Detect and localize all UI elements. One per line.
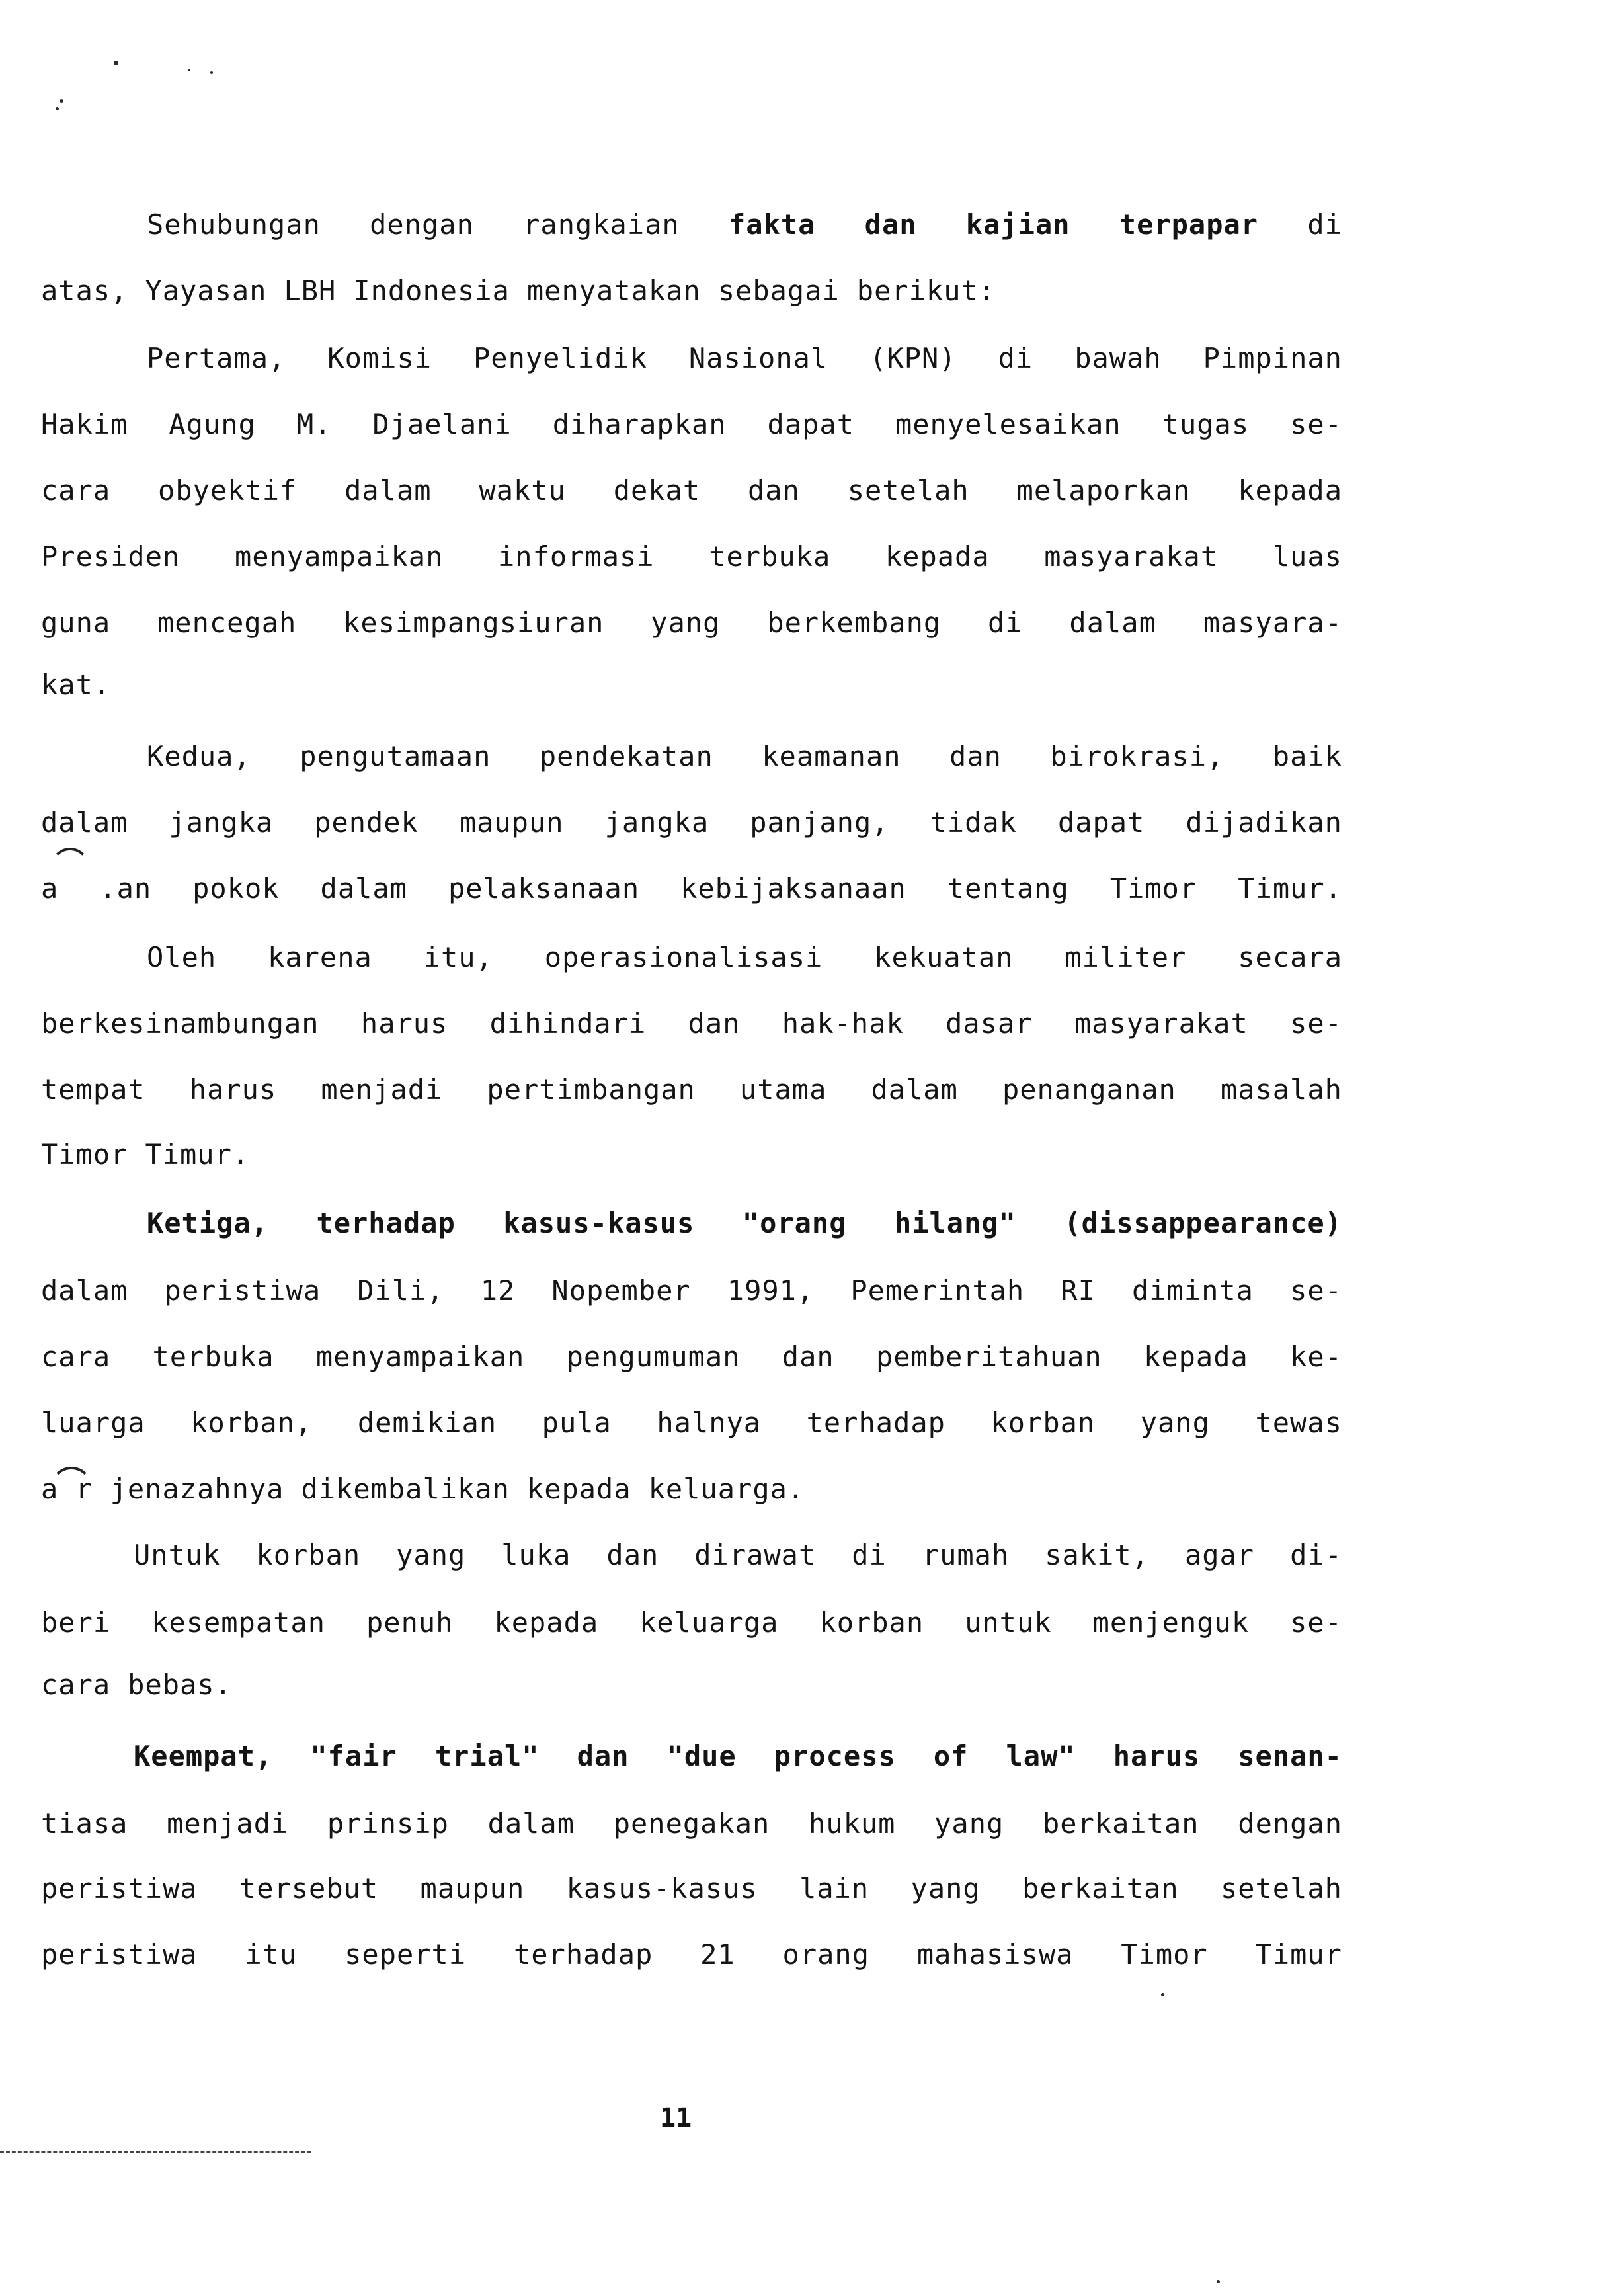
text-word: maupun xyxy=(459,806,564,839)
text-word: kasus-kasus xyxy=(503,1207,695,1239)
text-word: atas, xyxy=(41,274,128,307)
text-word: agar xyxy=(1184,1539,1255,1571)
scan-speck xyxy=(60,99,63,103)
text-word: untuk xyxy=(965,1606,1052,1639)
text-word: bawah xyxy=(1074,342,1162,374)
text-word: terhadap xyxy=(316,1207,456,1239)
text-word: Yayasan xyxy=(145,274,267,307)
text-word: kesempatan xyxy=(151,1606,326,1639)
text-word: birokrasi, xyxy=(1050,740,1225,772)
text-word: Pemerintah xyxy=(850,1274,1025,1307)
text-word: korban xyxy=(256,1539,361,1571)
text-word: cara xyxy=(41,1668,111,1701)
text-word: dirawat xyxy=(694,1539,817,1571)
text-line xyxy=(41,1135,1342,1174)
text-word: Agung xyxy=(169,408,256,440)
text-word: yang xyxy=(396,1539,466,1571)
text-word: rangkaian xyxy=(523,208,680,241)
text-word: kepada xyxy=(1238,474,1342,507)
text-line xyxy=(41,1804,1342,1844)
scan-speck xyxy=(56,107,59,110)
text-word: mencegah xyxy=(157,606,297,639)
text-word: obyektif xyxy=(158,474,298,507)
text-word: dapat xyxy=(1057,806,1145,839)
text-word: diharapkan xyxy=(552,408,727,440)
text-word: dengan xyxy=(1238,1807,1342,1840)
text-word: militer xyxy=(1065,941,1187,973)
text-word: RI xyxy=(1061,1274,1096,1307)
text-word: jangka xyxy=(604,806,709,839)
text-word: utama xyxy=(739,1073,827,1106)
text-word: yang xyxy=(651,606,721,639)
text-word: kepada xyxy=(885,540,990,573)
text-word: peristiwa xyxy=(41,1872,198,1905)
text-word: di xyxy=(1307,208,1342,241)
text-line xyxy=(147,938,1342,977)
text-word: Untuk xyxy=(134,1539,221,1571)
text-word: fakta xyxy=(728,208,816,241)
text-word: kepada xyxy=(1144,1340,1248,1373)
text-word: (dissappearance) xyxy=(1064,1207,1342,1239)
text-word: tidak xyxy=(930,806,1017,839)
text-word: 12 xyxy=(480,1274,516,1307)
text-line xyxy=(147,205,1342,245)
text-line xyxy=(41,1403,1342,1443)
text-line xyxy=(41,405,1342,444)
text-word: informasi xyxy=(498,540,655,573)
text-word: waktu xyxy=(479,474,566,507)
text-word: di xyxy=(852,1539,887,1571)
text-word: tentang xyxy=(947,872,1069,905)
text-word: M. xyxy=(296,408,332,440)
scan-speck xyxy=(1161,1993,1164,1996)
text-word: a xyxy=(41,872,59,905)
text-line xyxy=(41,471,1342,511)
text-word: seperti xyxy=(344,1938,467,1971)
text-word: bebas. xyxy=(128,1668,232,1701)
text-word: 21 xyxy=(700,1938,735,1971)
text-line xyxy=(41,1271,1342,1311)
text-word: kesimpangsiuran xyxy=(343,606,604,639)
text-word: orang xyxy=(782,1938,869,1971)
text-word: terhadap xyxy=(806,1407,945,1439)
text-word: dapat xyxy=(767,408,854,440)
text-word: melaporkan xyxy=(1016,474,1191,507)
text-word: Timor xyxy=(41,1138,128,1170)
text-word: dalam xyxy=(344,474,432,507)
text-line xyxy=(41,1004,1342,1044)
text-line xyxy=(41,1337,1342,1377)
text-word: r xyxy=(75,1473,93,1505)
text-word: terbuka xyxy=(709,540,831,573)
text-word: Kedua, xyxy=(147,740,251,772)
text-word: dan xyxy=(949,740,1002,772)
text-word: pengumuman xyxy=(566,1340,741,1373)
text-word: dan xyxy=(747,474,800,507)
text-word: harus xyxy=(189,1073,277,1106)
text-word: keluarga xyxy=(639,1606,779,1639)
text-word: kebijaksanaan xyxy=(680,872,906,905)
text-word: menjadi xyxy=(321,1073,443,1106)
text-word: yang xyxy=(934,1807,1004,1840)
text-line xyxy=(41,1070,1342,1110)
text-word: kepada xyxy=(494,1606,599,1639)
text-word: of xyxy=(933,1740,969,1772)
text-word: keluarga. xyxy=(648,1473,805,1505)
text-word: kepada xyxy=(526,1473,631,1505)
text-line xyxy=(41,1935,1342,1975)
text-word: dikembalikan xyxy=(301,1473,510,1505)
scan-speck xyxy=(114,61,118,65)
text-word: Indonesia xyxy=(353,274,510,307)
text-word: luka xyxy=(501,1539,571,1571)
text-word: luas xyxy=(1272,540,1342,573)
text-word: halnya xyxy=(657,1407,762,1439)
text-word: yang xyxy=(910,1872,981,1905)
text-word: "fair xyxy=(310,1740,397,1772)
text-word: Djaelani xyxy=(372,408,512,440)
text-word: prinsip xyxy=(327,1807,449,1840)
text-word: berkesinambungan xyxy=(41,1007,319,1040)
text-word: tiasa xyxy=(41,1807,128,1840)
text-word: a xyxy=(41,1473,59,1505)
scan-speck xyxy=(210,71,213,74)
text-word: ke- xyxy=(1290,1340,1342,1373)
text-word: dalam xyxy=(871,1073,958,1106)
text-word: Nopember xyxy=(551,1274,691,1307)
text-word: trial" xyxy=(434,1740,540,1772)
text-line xyxy=(41,603,1342,643)
text-word: Pertama, xyxy=(147,342,286,374)
text-word: menjadi xyxy=(167,1807,289,1840)
text-word: Timor xyxy=(1109,872,1197,905)
scan-speck xyxy=(1217,2280,1220,2283)
text-word: pemberitahuan xyxy=(875,1340,1102,1373)
text-word: dan xyxy=(606,1539,659,1571)
text-word: rumah xyxy=(922,1539,1010,1571)
text-word: masyarakat xyxy=(1044,540,1219,573)
text-word: dan xyxy=(864,208,917,241)
text-word: law" xyxy=(1006,1740,1076,1772)
text-word: Timur xyxy=(1255,1938,1342,1971)
text-word: terhadap xyxy=(513,1938,653,1971)
text-word: LBH xyxy=(284,274,337,307)
text-word: tempat xyxy=(41,1073,145,1106)
text-word: se- xyxy=(1290,408,1342,440)
text-line xyxy=(41,665,1342,705)
text-word: dalam xyxy=(41,1274,128,1307)
text-word: terpapar xyxy=(1119,208,1259,241)
text-word: cara xyxy=(41,474,111,507)
text-word: "due xyxy=(666,1740,737,1772)
text-word: berkaitan xyxy=(1022,1872,1179,1905)
text-word: se- xyxy=(1290,1606,1342,1639)
text-word: di xyxy=(988,606,1023,639)
text-word: "orang xyxy=(742,1207,847,1239)
text-word: kasus-kasus xyxy=(566,1872,758,1905)
text-word: Timur. xyxy=(145,1138,250,1170)
text-word: diminta xyxy=(1131,1274,1254,1307)
text-word: operasionalisasi xyxy=(544,941,823,973)
text-word: setelah xyxy=(1220,1872,1342,1905)
scan-speck xyxy=(188,69,190,71)
text-line xyxy=(41,1603,1342,1643)
text-word: se- xyxy=(1290,1007,1342,1040)
text-word: pengutamaan xyxy=(300,740,491,772)
text-word: Ketiga, xyxy=(147,1207,269,1239)
text-word: .an xyxy=(99,872,152,905)
text-word: penuh xyxy=(366,1606,454,1639)
text-word: keamanan xyxy=(762,740,901,772)
text-line xyxy=(41,1869,1342,1908)
text-word: tewas xyxy=(1255,1407,1342,1439)
text-word: dan xyxy=(577,1740,629,1772)
text-word: dijadikan xyxy=(1186,806,1342,839)
text-word: hak-hak xyxy=(782,1007,904,1040)
text-word: di- xyxy=(1290,1539,1342,1571)
text-line xyxy=(134,1536,1342,1575)
text-word: dan xyxy=(782,1340,834,1373)
text-word: Nasional xyxy=(688,342,828,374)
text-word: senan- xyxy=(1238,1740,1342,1772)
text-line xyxy=(41,537,1342,577)
text-word: kekuatan xyxy=(874,941,1014,973)
text-word: kajian xyxy=(965,208,1070,241)
text-word: Presiden xyxy=(41,540,181,573)
text-line xyxy=(147,1204,1342,1243)
text-word: jangka xyxy=(169,806,274,839)
text-word: itu xyxy=(245,1938,298,1971)
text-word: sebagai xyxy=(717,274,840,307)
text-word: Timor xyxy=(1121,1938,1208,1971)
text-word: tugas xyxy=(1162,408,1250,440)
text-word: korban, xyxy=(190,1407,313,1439)
text-word: luarga xyxy=(41,1407,145,1439)
text-word: berikut: xyxy=(856,274,996,307)
text-word: 1991, xyxy=(727,1274,815,1307)
text-word: guna xyxy=(41,606,111,639)
text-word: peristiwa xyxy=(41,1938,198,1971)
text-word: Timur. xyxy=(1238,872,1342,905)
text-word: yang xyxy=(1140,1407,1210,1439)
text-word: Keempat, xyxy=(134,1740,273,1772)
text-word: dihindari xyxy=(489,1007,647,1040)
text-word: baik xyxy=(1272,740,1342,772)
text-word: terbuka xyxy=(152,1340,274,1373)
text-word: hilang" xyxy=(894,1207,1016,1239)
text-word: beri xyxy=(41,1606,111,1639)
text-word: Pimpinan xyxy=(1203,342,1342,374)
text-word: menyampaikan xyxy=(315,1340,525,1373)
text-word: dalam xyxy=(41,806,128,839)
text-line xyxy=(41,1665,1342,1705)
text-line xyxy=(147,339,1342,378)
text-word: berkaitan xyxy=(1043,1807,1199,1840)
text-line xyxy=(41,1469,1342,1509)
text-word: pendekatan xyxy=(539,740,713,772)
text-word: tersebut xyxy=(239,1872,379,1905)
text-word: dekat xyxy=(613,474,701,507)
text-word: pelaksanaan xyxy=(448,872,640,905)
text-line xyxy=(41,271,1342,311)
text-word: lain xyxy=(799,1872,869,1905)
text-word: Sehubungan xyxy=(147,208,321,241)
text-word: masyarakat xyxy=(1074,1007,1248,1040)
text-word: masyara- xyxy=(1203,606,1342,639)
text-word: menyelesaikan xyxy=(895,408,1121,440)
text-word: penegakan xyxy=(613,1807,770,1840)
text-word: pokok xyxy=(192,872,280,905)
text-word: Komisi xyxy=(327,342,432,374)
text-word: hukum xyxy=(809,1807,896,1840)
page-number: 11 xyxy=(660,2103,692,2133)
text-word: Dili, xyxy=(357,1274,444,1307)
text-word: peristiwa xyxy=(164,1274,321,1307)
text-line xyxy=(41,869,1342,909)
text-word: harus xyxy=(1113,1740,1201,1772)
text-word: korban xyxy=(819,1606,924,1639)
text-word: Penyelidik xyxy=(473,342,647,374)
text-word: setelah xyxy=(847,474,969,507)
text-line xyxy=(41,803,1342,842)
text-word: menyatakan xyxy=(526,274,701,307)
text-word: karena xyxy=(268,941,372,973)
text-word: korban xyxy=(990,1407,1096,1439)
text-word: jenazahnya xyxy=(110,1473,284,1505)
text-word: secara xyxy=(1238,941,1342,973)
text-word: cara xyxy=(41,1340,111,1373)
text-word: pendek xyxy=(314,806,419,839)
text-word: dalam xyxy=(1069,606,1156,639)
text-word: (KPN) xyxy=(869,342,957,374)
text-word: menjenguk xyxy=(1092,1606,1250,1639)
text-word: penanganan xyxy=(1002,1073,1176,1106)
text-word: itu, xyxy=(423,941,493,973)
text-word: dan xyxy=(688,1007,741,1040)
text-word: se- xyxy=(1290,1274,1342,1307)
text-word: menyampaikan xyxy=(234,540,444,573)
text-word: berkembang xyxy=(767,606,942,639)
text-word: panjang, xyxy=(750,806,889,839)
bottom-rule xyxy=(0,2151,311,2152)
text-word: sakit, xyxy=(1045,1539,1149,1571)
text-word: pertimbangan xyxy=(487,1073,696,1106)
text-word: process xyxy=(774,1740,896,1772)
text-word: dengan xyxy=(370,208,474,241)
text-word: harus xyxy=(360,1007,448,1040)
text-word: masalah xyxy=(1220,1073,1342,1106)
text-line xyxy=(134,1737,1342,1776)
text-word: dasar xyxy=(945,1007,1033,1040)
text-word: Hakim xyxy=(41,408,128,440)
text-word: dalam xyxy=(487,1807,575,1840)
text-word: demikian xyxy=(357,1407,497,1439)
text-word: kat. xyxy=(41,669,111,701)
text-word: maupun xyxy=(420,1872,525,1905)
text-word: pula xyxy=(542,1407,612,1439)
text-word: dalam xyxy=(320,872,407,905)
text-word: Oleh xyxy=(147,941,217,973)
text-word: di xyxy=(998,342,1033,374)
text-word: mahasiswa xyxy=(916,1938,1074,1971)
text-line xyxy=(147,737,1342,776)
